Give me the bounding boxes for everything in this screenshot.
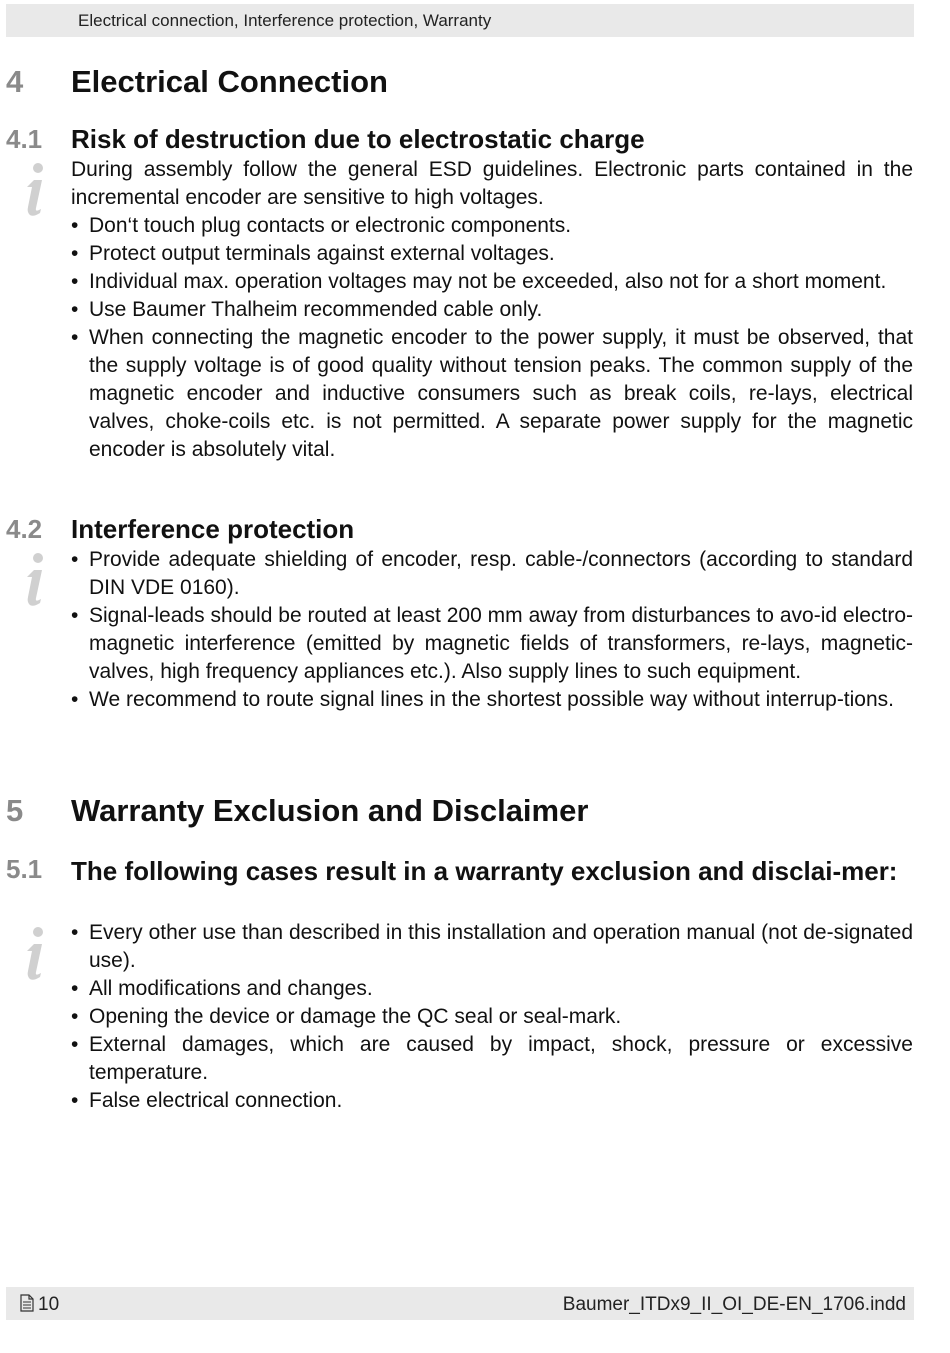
subsection-title: The following cases result in a warranty exclusion and disclai-mer:	[71, 856, 898, 886]
subsection-number: 4.1	[6, 124, 43, 154]
page-icon	[20, 1294, 34, 1312]
subsection-title: Risk of destruction due to electrostatic charge	[71, 124, 645, 154]
info-icon	[14, 550, 54, 608]
list-item: • Don‘t touch plug contacts or electronic components.	[71, 212, 913, 240]
list-item: • Individual max. operation voltages may not be exceeded, also not for a short moment.	[71, 268, 913, 296]
list-item: • Opening the device or damage the QC seal or seal-mark.	[71, 1003, 913, 1031]
list-item: • External damages, which are caused by impact, shock, pressure or excessive temperature.	[71, 1031, 913, 1087]
esd-intro: During assembly follow the general ESD guidelines. Electronic parts contained in the incremental encoder are sensitive to high voltages.	[71, 158, 913, 209]
list-item: • Provide adequate shielding of encoder, resp. cable-/connectors (according to standard DIN VDE 0160).	[71, 546, 913, 602]
subsection-title: Interference protection	[71, 514, 355, 544]
subsection-number: 5.1	[6, 854, 43, 884]
interference-bullet-list	[71, 546, 913, 714]
list-item: • Every other use than described in this installation and operation manual (not de-signated use).	[71, 919, 913, 975]
section-title: Warranty Exclusion and Disclaimer	[71, 793, 589, 828]
footer-filename: Baumer_ITDx9_II_OI_DE-EN_1706.indd	[562, 1294, 906, 1315]
section-number: 5	[6, 793, 24, 828]
section-number: 4	[6, 64, 24, 99]
esd-bullet-list	[71, 212, 913, 464]
list-item: • We recommend to route signal lines in the shortest possible way without interrup-tions.	[71, 686, 913, 714]
list-item: • All modifications and changes.	[71, 975, 913, 1003]
list-item: • Protect output terminals against external voltages.	[71, 240, 913, 268]
section-title: Electrical Connection	[71, 64, 388, 99]
list-item: • Use Baumer Thalheim recommended cable only.	[71, 296, 913, 324]
list-item: • False electrical connection.	[71, 1087, 913, 1115]
list-item: • When connecting the magnetic encoder to the power supply, it must be observed, that the supply voltage is of good quality without tension peaks. The common supply of the magnetic encoder and inductive consumers such as break coils, re-lays, electrical valves, choke-coils etc. is not permitted. A separate power supply for the magnetic encoder is absolutely vital.	[71, 324, 913, 464]
list-item: • Signal-leads should be routed at least 200 mm away from disturbances to avo-id electro-magnetic interference (emitted by magnetic fields of transformers, re-lays, magnetic-valves, high frequency appliances etc.). Also supply lines to such equipment.	[71, 602, 913, 686]
subsection-number: 4.2	[6, 514, 43, 544]
warranty-bullet-list	[71, 919, 913, 1115]
page-number: 10	[38, 1294, 60, 1315]
running-header: Electrical connection, Interference protection, Warranty	[78, 11, 492, 30]
info-icon	[14, 924, 54, 982]
info-icon	[14, 160, 54, 218]
